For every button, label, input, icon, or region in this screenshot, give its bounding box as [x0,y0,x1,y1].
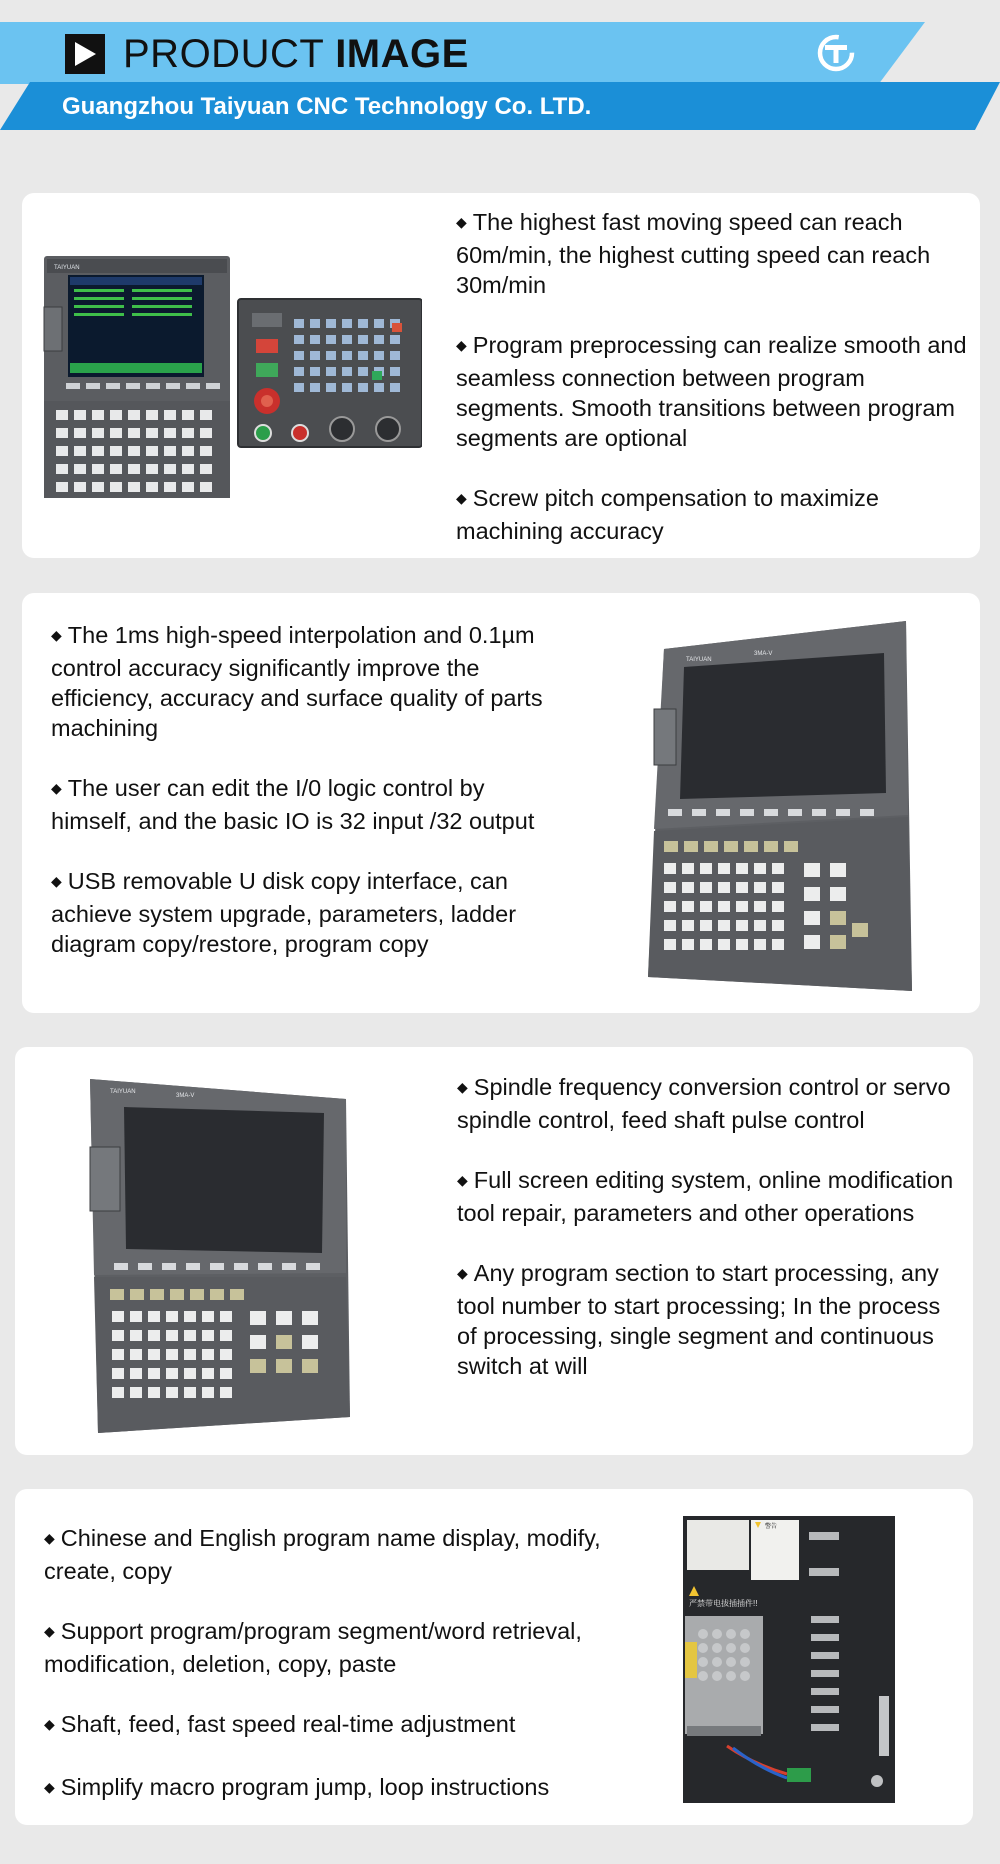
feature-card-3 [15,1047,973,1455]
feature-item: ◆ The 1ms high-speed interpolation and 0.1µm control accuracy significantly improve the efficiency, accuracy and surface quality of parts machining [51,622,543,741]
bullet-icon: ◆ [456,337,467,353]
feature-item: ◆ Chinese and English program name display, modify, create, copy [44,1525,601,1584]
feature-item: ◆ The user can edit the I/0 logic control by himself, and the basic IO is 32 input /32 output [51,775,535,834]
feature-item: ◆ Screw pitch compensation to maximize machining accuracy [456,485,879,544]
bullet-icon: ◆ [51,780,62,796]
feature-list-2 [51,620,571,959]
bullet-icon: ◆ [44,1716,55,1732]
bullet-icon: ◆ [457,1172,468,1188]
page-title [65,27,469,81]
feature-item: ◆ Shaft, feed, fast speed real-time adjustment [44,1711,516,1737]
svg-text:TAIYUAN: TAIYUAN [110,1089,136,1095]
bullet-icon: ◆ [456,490,467,506]
bullet-icon: ◆ [44,1779,55,1795]
controller-unit-image [644,619,926,993]
feature-item: ◆ Any program section to start processing, any tool number to start processing; In the process of processing, single segment and continuous switch at will [457,1260,941,1379]
bullet-icon: ◆ [44,1623,55,1639]
feature-item: ◆ Simplify macro program jump, loop instructions [44,1774,550,1800]
svg-text:严禁带电拔插插件!!: 严禁带电拔插插件!! [689,1599,758,1608]
feature-item: ◆ The highest fast moving speed can reach 60m/min, the highest cutting speed can reach 30m/min [456,209,931,298]
svg-text:TAIYUAN: TAIYUAN [686,657,712,663]
bullet-icon: ◆ [457,1079,468,1095]
bullet-icon: ◆ [456,214,467,230]
feature-item: ◆ Spindle frequency conversion control or servo spindle control, feed shaft pulse control [457,1074,951,1133]
controller-rear-image [683,1516,895,1803]
feature-list-3 [457,1072,957,1381]
page-header [0,0,1000,140]
bullet-icon: ◆ [51,873,62,889]
brand-label: TAIYUAN [54,265,80,271]
play-icon [65,34,105,74]
title-text: PRODUCT IMAGE [123,31,469,76]
feature-card-2 [22,593,980,1013]
company-name: Guangzhou Taiyuan CNC Technology Co. LTD. [62,93,592,120]
feature-item: ◆ Full screen editing system, online modification tool repair, parameters and other operations [457,1167,954,1226]
controller-unit-image [80,1077,360,1433]
feature-item: ◆ Program preprocessing can realize smooth and seamless connection between program segments. Smooth transitions between program segments are optional [456,332,967,451]
company-logo-icon [815,32,857,74]
svg-text:3MA-V: 3MA-V [754,651,773,657]
feature-card-1 [22,193,980,558]
svg-text:警告: 警告 [765,1524,778,1530]
controller-panel-image [42,253,422,503]
bullet-icon: ◆ [457,1265,468,1281]
feature-item: ◆ Support program/program segment/word retrieval, modification, deletion, copy, paste [44,1618,582,1677]
bullet-icon: ◆ [44,1530,55,1546]
feature-card-4 [15,1489,973,1825]
svg-text:3MA-V: 3MA-V [176,1093,195,1099]
feature-list-4 [44,1523,604,1805]
feature-item: ◆ USB removable U disk copy interface, can achieve system upgrade, parameters, ladder diagram copy/restore, program copy [51,868,517,957]
feature-list-1 [456,207,976,546]
bullet-icon: ◆ [51,627,62,643]
